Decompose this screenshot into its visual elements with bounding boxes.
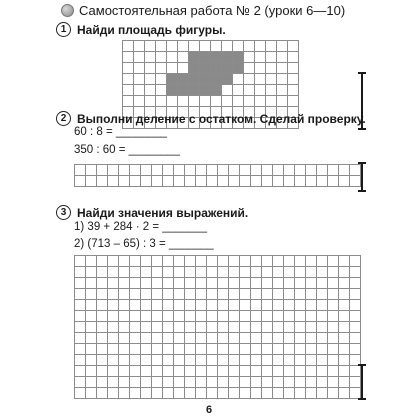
shaded-cell	[233, 63, 243, 73]
shaded-cell	[200, 52, 210, 62]
shaded-cell	[189, 74, 199, 84]
shaded-cell	[200, 63, 210, 73]
expression-2: 2) (713 – 65) : 3 = _______	[74, 238, 214, 250]
task-3-heading	[56, 205, 248, 220]
shaded-cell	[178, 74, 188, 84]
shaded-cell	[189, 63, 199, 73]
task-1-text: Найди площадь фигуры.	[77, 22, 226, 37]
shaded-cell	[178, 85, 188, 95]
shaded-cell	[167, 74, 177, 84]
task-number-badge: 1	[56, 22, 71, 37]
shaded-cell	[211, 74, 221, 84]
shaded-cell	[211, 63, 221, 73]
answer-bracket	[361, 364, 363, 400]
shaded-cell	[222, 52, 232, 62]
page-title: Самостоятельная работа № 2 (уроки 6—10)	[79, 2, 346, 18]
page-header	[61, 2, 345, 18]
shaded-cell	[200, 85, 210, 95]
answer-bracket	[361, 162, 363, 192]
shaded-cell	[233, 52, 243, 62]
shaded-cell	[189, 85, 199, 95]
shaded-cell	[222, 74, 232, 84]
work-grid-2	[74, 164, 361, 187]
task-number-badge: 2	[56, 111, 71, 126]
task-2-text: Выполни деление с остатком. Сделай проверку.	[77, 111, 366, 126]
expression-1: 1) 39 + 284 · 2 = _______	[74, 221, 207, 233]
page-number: 6	[206, 404, 213, 416]
circle-bullet-icon	[61, 4, 74, 17]
shaded-cell	[189, 52, 199, 62]
task-number-badge: 3	[56, 205, 71, 220]
division-expression-2: 350 : 60 = ________	[74, 144, 180, 156]
shaded-cell	[200, 74, 210, 84]
task-1-heading	[56, 22, 226, 37]
shaded-cell	[167, 85, 177, 95]
division-expression-1: 60 : 8 = ________	[74, 126, 168, 138]
task-3-text: Найди значения выражений.	[77, 205, 249, 220]
task-2-heading	[56, 111, 366, 126]
work-grid-3	[74, 255, 361, 399]
shaded-cell	[222, 63, 232, 73]
shaded-cell	[211, 85, 221, 95]
shaded-cell	[211, 52, 221, 62]
